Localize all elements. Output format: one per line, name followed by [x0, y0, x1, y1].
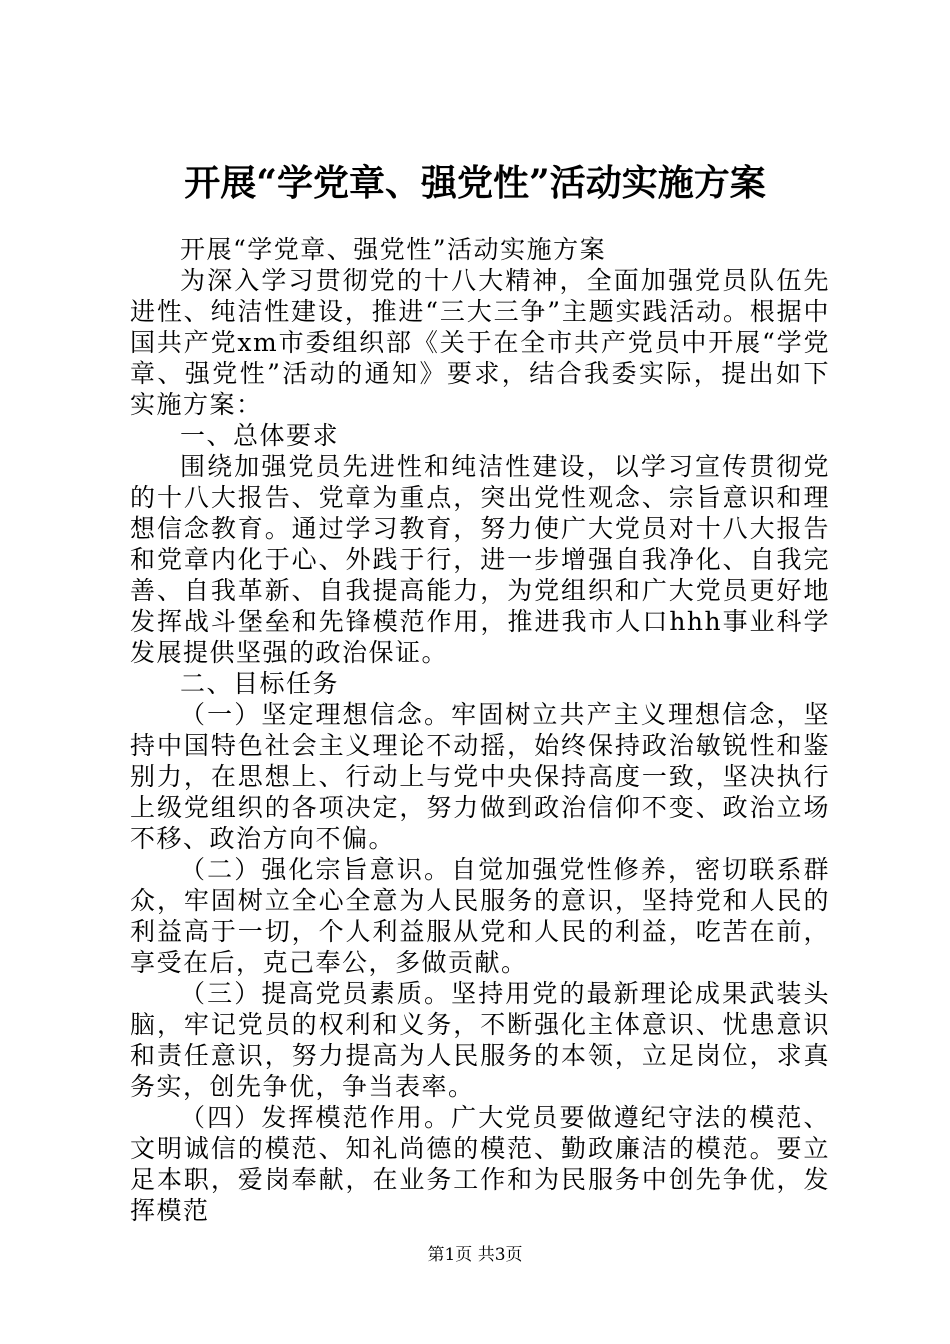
task-item-3: （三）提高党员素质。坚持用党的最新理论成果武装头脑，牢记党员的权利和义务，不断强化主体意识、忧患意识和责任意识，努力提高为人民服务的本领，立足岗位，求真务实，创先争优，争当表率。	[130, 979, 830, 1101]
section-heading-general-requirements: 一、总体要求	[180, 421, 340, 450]
task-item-1: （一）坚定理想信念。牢固树立共产主义理想信念，坚持中国特色社会主义理论不动摇，始终保持政治敏锐性和鉴别力，在思想上、行动上与党中央保持高度一致，坚决执行上级党组织的各项决定，努力做到政治信仰不变、政治立场不移、政治方向不偏。	[130, 700, 830, 853]
page-footer: 第1页 共3页	[427, 1245, 523, 1265]
subtitle-paragraph: 开展“学党章、强党性”活动实施方案	[180, 235, 607, 264]
section-heading-goals-tasks: 二、目标任务	[180, 669, 340, 698]
task-item-4: （四）发挥模范作用。广大党员要做遵纪守法的模范、文明诚信的模范、知礼尚德的模范、勤政廉洁的模范。要立足本职，爱岗奉献，在业务工作和为民服务中创先争优，发挥模范	[130, 1103, 830, 1225]
general-requirements-paragraph: 围绕加强党员先进性和纯洁性建设，以学习宣传贯彻党的十八大报告、党章为重点，突出党性观念、宗旨意识和理想信念教育。通过学习教育，努力使广大党员对十八大报告和党章内化于心、外践于行，进一步增强自我净化、自我完善、自我革新、自我提高能力，为党组织和广大党员更好地发挥战斗堡垒和先锋模范作用，推进我市人口hhh事业科学发展提供坚强的政治保证。	[130, 452, 830, 667]
document-title: 开展“学党章、强党性”活动实施方案	[184, 162, 766, 204]
document-body	[130, 234, 830, 1226]
task-item-2: （二）强化宗旨意识。自觉加强党性修养，密切联系群众，牢固树立全心全意为人民服务的意识，坚持党和人民的利益高于一切，个人利益服从党和人民的利益，吃苦在前，享受在后，克己奉公，多做贡献。	[130, 855, 830, 977]
intro-paragraph: 为深入学习贯彻党的十八大精神，全面加强党员队伍先进性、纯洁性建设，推进“三大三争”主题实践活动。根据中国共产党xm市委组织部《关于在全市共产党员中开展“学党章、强党性”活动的通知》要求，结合我委实际，提出如下实施方案：	[130, 266, 830, 419]
